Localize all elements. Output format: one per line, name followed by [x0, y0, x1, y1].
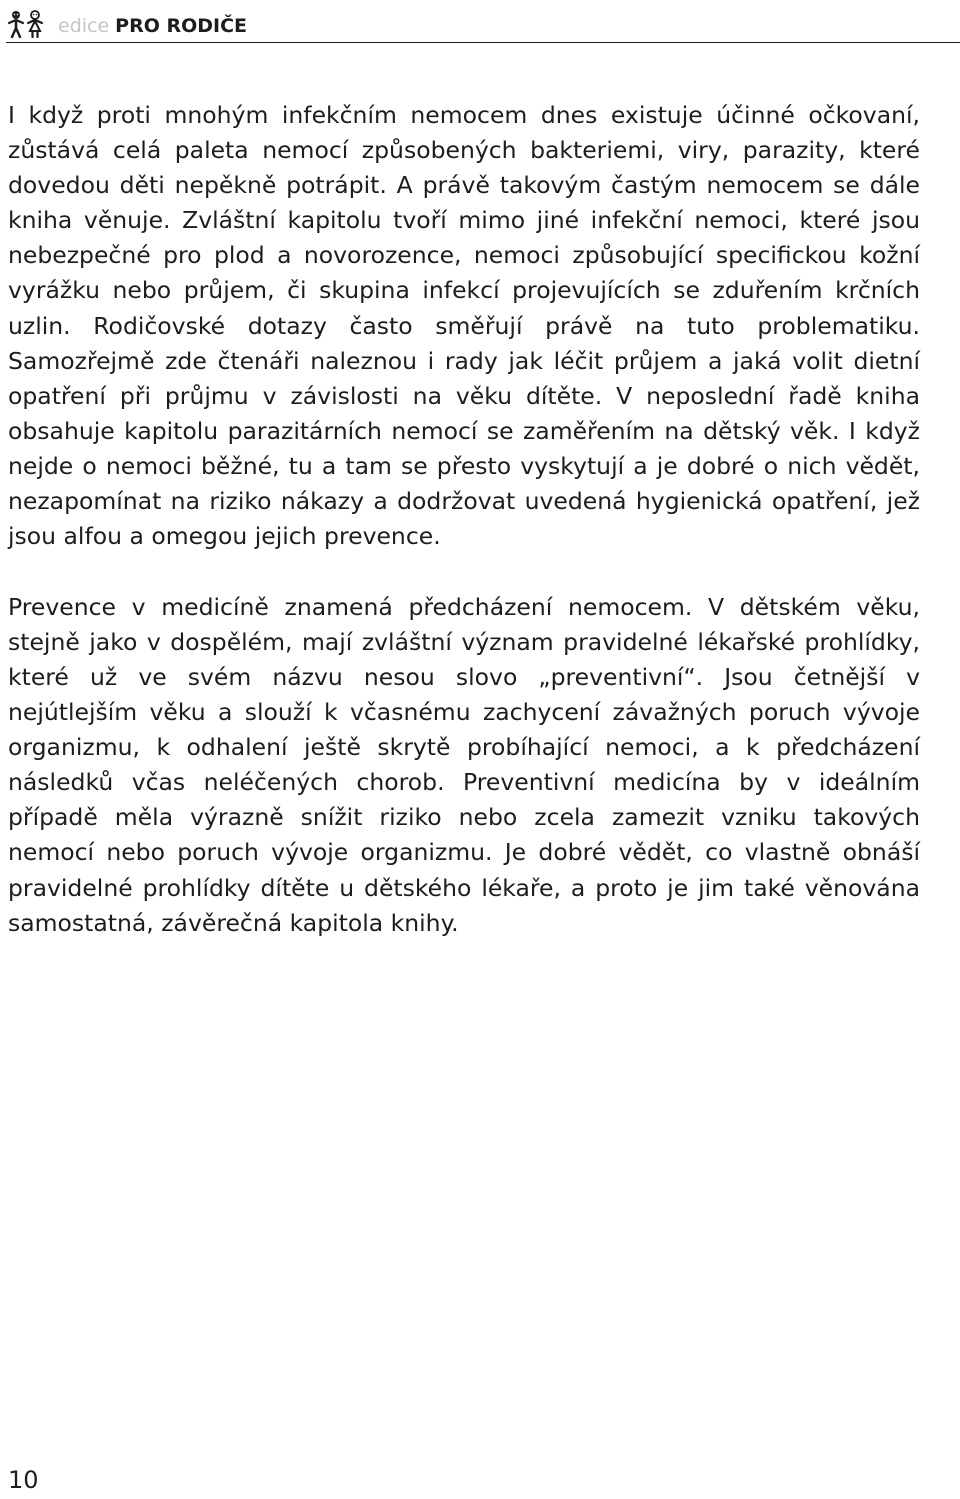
paragraph-prevention: Prevence v medicíně znamená předcházení nemocem. V dětském věku, stejně jako v dospělém, mají zvláštní význam pravidelné lékařské prohlídky, které už ve svém názvu nesou slovo „preventivní“. Jsou četnější v nejútlejším věku a slouží k včasnému zachycení závažných poruch vývoje organizmu, k odhalení ještě skrytě probíhající nemoci, a k předcházení následků včas neléčených chorob. Preventivní medicína by v ideálním případě měla výrazně snížit riziko nebo zcela zamezit vzniku takových nemocí nebo poruch vývoje organizmu. Je dobré vědět, co vlastně obnáší pravidelné prohlídky dítěte u dětského lékaře, a proto je jim také věnována samostatná, závěrečná kapitola knihy.	[8, 592, 920, 937]
page-number: 10	[8, 1466, 39, 1494]
header-divider	[6, 42, 960, 43]
two-children-logo-icon	[6, 10, 46, 38]
body-text	[8, 98, 920, 941]
series-name: PRO RODIČE	[115, 15, 248, 37]
series-title	[58, 14, 247, 38]
running-header	[6, 8, 960, 44]
series-prefix: edice	[58, 15, 110, 37]
paragraph-infectious-diseases: I když proti mnohým infekčním nemocem dnes existuje účinné očkovaní, zůstává celá paleta nemocí způsobených bakteriemi, viry, parazity, které dovedou děti nepěkně potrápit. A právě takovým častým nemocem se dále kniha věnuje. Zvláštní kapitolu tvoří mimo jiné infekční nemoci, které jsou nebezpečné pro plod a novorozence, nemoci způsobující specifickou kožní vyrážku nebo průjem, či skupina infekcí projevujících se zduřením krčních uzlin. Rodičovské dotazy často směřují právě na tuto problematiku. Samozřejmě zde čtenáři naleznou i rady jak léčit průjem a jaká volit dietní opatření při průjmu v závislosti na věku dítěte. V neposlední řadě kniha obsahuje kapitolu parazitárních nemocí se zaměřením na dětský věk. I když nejde o nemoci běžné, tu a tam se přesto vyskytují a je dobré o nich vědět, nezapomínat na riziko nákazy a dodržovat uvedená hygienická opatření, jež jsou alfou a omegou jejich prevence.	[8, 101, 920, 551]
